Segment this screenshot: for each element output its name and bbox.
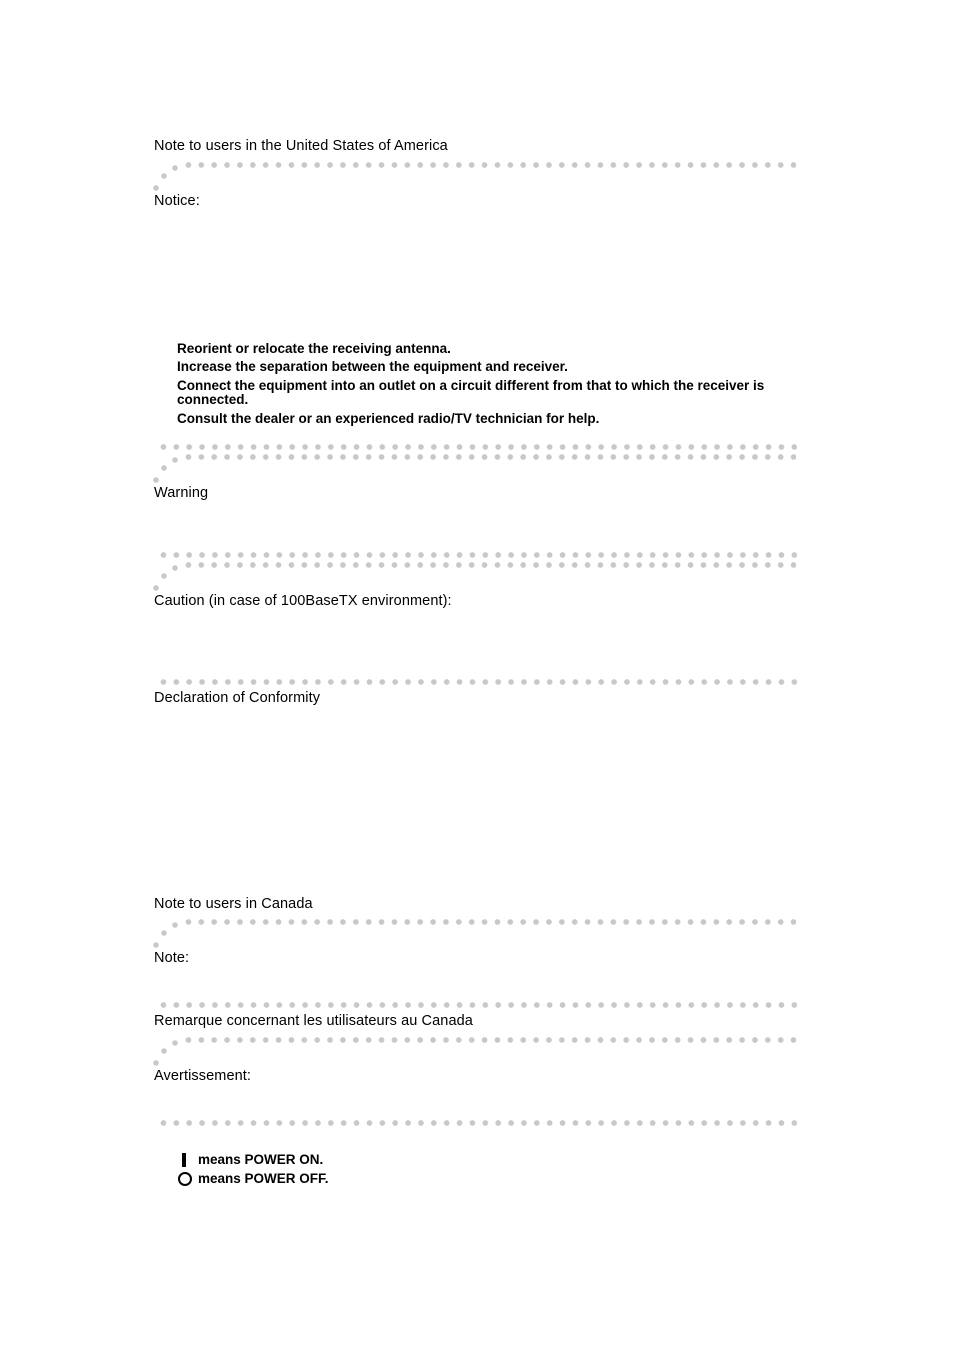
power-on-label: means POWER ON.	[198, 1152, 324, 1167]
power-off-label: means POWER OFF.	[198, 1171, 329, 1186]
warning-heading: Warning	[154, 485, 209, 501]
notice-bullet: Increase the separation between the equipment and receiver.	[177, 359, 568, 374]
usa-section-title: Note to users in the United States of America	[154, 138, 448, 154]
power-on-bar-icon	[182, 1153, 186, 1167]
notice-bullet: Consult the dealer or an experienced radio/TV technician for help.	[177, 411, 600, 426]
power-on-row	[177, 1152, 323, 1167]
dot-separator	[182, 1036, 796, 1044]
notice-bullet: Connect the equipment into an outlet on a circuit different from that to which the receiver is connected.	[177, 378, 765, 407]
dot-separator	[157, 551, 797, 559]
canada-fr-section-title: Remarque concernant les utilisateurs au Canada	[154, 1013, 473, 1029]
canada-section-title: Note to users in Canada	[154, 896, 313, 912]
power-off-row	[177, 1171, 329, 1186]
dot-separator	[157, 678, 797, 686]
dot-separator	[157, 1001, 797, 1009]
dot-separator	[182, 918, 796, 926]
power-off-circle-icon	[178, 1172, 192, 1186]
declaration-heading: Declaration of Conformity	[154, 690, 321, 706]
notice-heading: Notice:	[154, 193, 200, 209]
notice-bullet: Reorient or relocate the receiving antenna.	[177, 341, 451, 356]
dot-separator	[182, 161, 796, 169]
note-heading: Note:	[154, 950, 190, 966]
dot-separator	[182, 561, 796, 569]
dot-separator	[157, 1119, 797, 1127]
caution-heading: Caution (in case of 100BaseTX environment):	[154, 593, 452, 609]
dot-separator	[157, 443, 797, 451]
avertissement-heading: Avertissement:	[154, 1068, 252, 1084]
dot-separator	[182, 453, 796, 461]
